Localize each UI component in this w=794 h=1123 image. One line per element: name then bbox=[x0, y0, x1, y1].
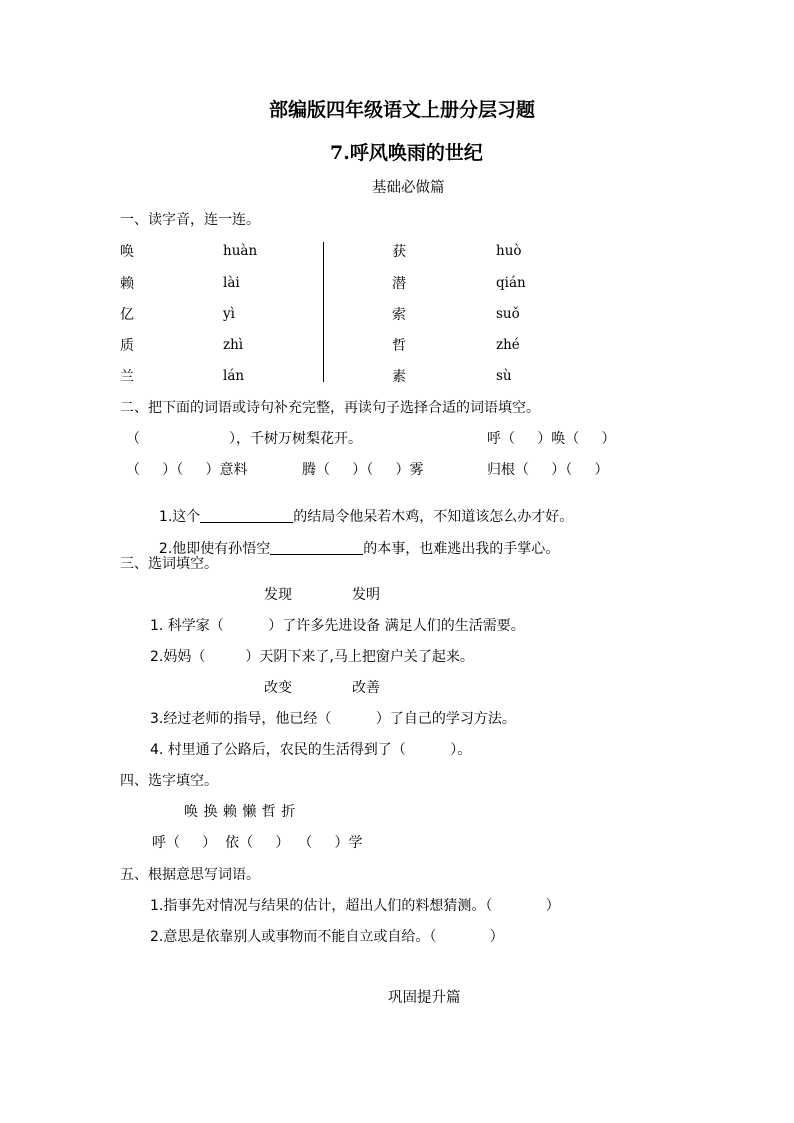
q1-left-pinyin: lán bbox=[223, 368, 245, 384]
q1-left-pinyin: lài bbox=[223, 275, 240, 291]
q3-heading: 三、选词填空。 bbox=[120, 556, 218, 572]
q5-sentence-1[interactable]: 1.指事先对情况与结果的估计，超出人们的料想猜测。（ ） bbox=[150, 898, 560, 914]
q2-s1-fill-line[interactable] bbox=[200, 508, 293, 523]
q3-sentence-4[interactable]: 4. 村里通了公路后，农民的生活得到了（ ）。 bbox=[150, 742, 472, 758]
q4-fill-blanks[interactable]: 呼（ ） 依（ ） （ ）学 bbox=[152, 835, 363, 851]
q1-right-char: 获 bbox=[392, 244, 406, 260]
q1-left-char: 亿 bbox=[120, 307, 134, 323]
q1-divider-line bbox=[323, 242, 324, 382]
q1-right-pinyin: qián bbox=[496, 275, 526, 291]
q1-right-pinyin: huò bbox=[496, 243, 522, 259]
q1-right-pinyin: sù bbox=[496, 368, 512, 384]
q2-sentence-1 bbox=[150, 494, 573, 524]
q3-word-gaibian: 改变 bbox=[264, 680, 292, 696]
q1-right-char: 潜 bbox=[392, 276, 406, 292]
q4-char-options: 唤 换 赖 懒 哲 折 bbox=[184, 804, 296, 820]
q1-right-pinyin: suǒ bbox=[496, 306, 520, 322]
q3-word-faxian: 发现 bbox=[264, 587, 292, 603]
q2-s2-text-post: 的本事，也难逃出我的手掌心。 bbox=[363, 541, 560, 557]
q2-s2-text-pre: 2.他即使有孙悟空 bbox=[158, 541, 271, 557]
q1-left-pinyin: yì bbox=[223, 306, 235, 322]
q2-s2-fill-line[interactable] bbox=[270, 540, 363, 555]
q3-sentence-2[interactable]: 2.妈妈（ ）天阴下来了,马上把窗户关了起来。 bbox=[150, 649, 474, 665]
q5-heading: 五、根据意思写词语。 bbox=[120, 867, 260, 883]
q4-heading: 四、选字填空。 bbox=[120, 773, 218, 789]
q1-left-pinyin: zhì bbox=[223, 337, 244, 353]
q2-heading: 二、把下面的词语或诗句补充完整，再读句子选择合适的词语填空。 bbox=[120, 400, 540, 416]
q2-poem-blank[interactable]: （ ），千树万树梨花开。 bbox=[126, 431, 363, 447]
q1-right-pinyin: zhé bbox=[496, 337, 520, 353]
q2-sentence-2 bbox=[150, 526, 559, 556]
q1-left-char: 唤 bbox=[120, 244, 134, 260]
q2-word-blank-tengwu[interactable]: 腾（ ）（ ）雾 bbox=[302, 462, 424, 478]
q3-sentence-1[interactable]: 1. 科学家（ ）了许多先进设备 满足人们的生活需要。 bbox=[150, 618, 525, 634]
lesson-title: 7.呼风唤雨的世纪 bbox=[330, 142, 483, 164]
q1-right-char: 索 bbox=[392, 307, 406, 323]
section-consolidate: 巩固提升篇 bbox=[388, 990, 461, 1006]
q2-s1-text-post: 的结局令他呆若木鸡，不知道该怎么办才好。 bbox=[293, 509, 574, 525]
q3-word-faming: 发明 bbox=[352, 587, 380, 603]
q3-word-gaishan: 改善 bbox=[352, 680, 380, 696]
q1-left-pinyin: huàn bbox=[223, 243, 258, 259]
q1-left-char: 质 bbox=[120, 338, 134, 354]
q2-word-blank-huhuan[interactable]: 呼（ ）唤（ ） bbox=[487, 431, 616, 447]
q2-s1-text-pre: 1.这个 bbox=[158, 509, 201, 525]
q3-sentence-3[interactable]: 3.经过老师的指导，他已经（ ）了自己的学习方法。 bbox=[150, 711, 516, 727]
q2-word-blank-guigen[interactable]: 归根（ ）（ ） bbox=[487, 462, 609, 478]
q1-left-char: 兰 bbox=[120, 369, 134, 385]
q1-heading: 一、读字音，连一连。 bbox=[120, 212, 260, 228]
q1-left-char: 赖 bbox=[120, 276, 134, 292]
q5-sentence-2[interactable]: 2.意思是依靠别人或事物而不能自立或自给。（ ） bbox=[150, 929, 504, 945]
q1-right-char: 哲 bbox=[392, 338, 406, 354]
q1-right-char: 素 bbox=[392, 369, 406, 385]
section-basic: 基础必做篇 bbox=[372, 180, 445, 196]
doc-title: 部编版四年级语文上册分层习题 bbox=[269, 99, 536, 121]
q2-word-blank-yiliao[interactable]: （ ）（ ）意料 bbox=[126, 462, 248, 478]
